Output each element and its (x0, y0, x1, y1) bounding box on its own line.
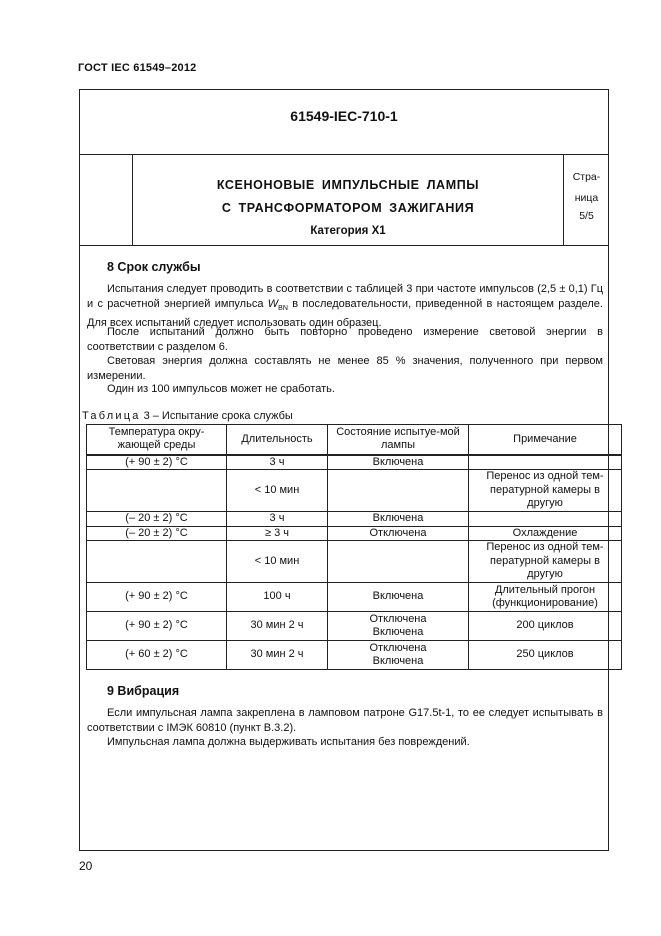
col-header-note: Примечание (469, 425, 622, 455)
table-row (87, 641, 622, 670)
page-number: 20 (79, 859, 93, 873)
cell-duration: < 10 мин (227, 470, 328, 512)
table-row (87, 512, 622, 527)
cell-note: 250 циклов (469, 641, 622, 670)
frame-divider-bottom (79, 245, 609, 246)
cell-lamp-state: Отключена (328, 526, 469, 541)
cell-note: Перенос из одной тем-пературной камеры в другую (469, 541, 622, 583)
cell-note: 200 циклов (469, 612, 622, 641)
cell-lamp-state (328, 470, 469, 512)
section-9-heading: 9 Вибрация (107, 684, 180, 698)
page-label-2: ница (574, 192, 599, 204)
cell-temperature: (– 20 ± 2) °С (87, 526, 227, 541)
cell-note: Охлаждение (469, 526, 622, 541)
section-8-paragraph-1: Испытания следует проводить в соответствии с таблицей 3 при частоте импульсов (2,5 ± 0,1) Гц и с расчетной энергией импульса $W_{BN}$ в последовательности, приведенной в настоящем разделе. Для всех испытаний следует использовать один образец. (87, 283, 603, 330)
section-8-paragraph-3: Световая энергия должна составлять не менее 85 % значения, полученного при первом измерении. (87, 355, 603, 382)
cell-duration: 3 ч (227, 455, 328, 470)
table-row (87, 612, 622, 641)
energy-subscript: BN (278, 305, 288, 313)
cell-duration: 100 ч (227, 583, 328, 612)
energy-variable: W (267, 298, 279, 310)
cell-temperature: (+ 60 ± 2) °С (87, 641, 227, 670)
cell-note: Перенос из одной тем-пературной камеры в другую (469, 470, 622, 512)
table-row (87, 526, 622, 541)
table-header-row (87, 425, 622, 455)
col-header-lamp-state: Состояние испытуе-мой лампы (328, 425, 469, 455)
table-row (87, 470, 622, 512)
cell-duration: 30 мин 2 ч (227, 641, 328, 670)
page-label-1: Стра- (572, 171, 601, 183)
cell-temperature (87, 470, 227, 512)
cell-note (469, 455, 622, 470)
section-8-paragraph-2: После испытаний должно быть повторно проведено измерение световой энергии в соответствии с разделом 6. (87, 326, 603, 353)
cell-temperature: (– 20 ± 2) °С (87, 512, 227, 527)
cell-note (469, 512, 622, 527)
cell-temperature: (+ 90 ± 2) °С (87, 455, 227, 470)
cell-note: Длительный прогон (функционирование) (469, 583, 622, 612)
cell-duration: < 10 мин (227, 541, 328, 583)
cell-lamp-state (328, 541, 469, 583)
cell-duration: 30 мин 2 ч (227, 612, 328, 641)
document-header: ГОСТ IEC 61549–2012 (78, 62, 197, 74)
page-value: 5/5 (579, 210, 594, 222)
cell-lamp-state: Отключена Включена (328, 641, 469, 670)
section-9-paragraph-1: Если импульсная лампа закреплена в ламповом патроне G17.5t-1, то ее следует испытывать в соответствии с IМЭК 60810 (пункт В.3.2). (87, 707, 603, 734)
cell-temperature: (+ 90 ± 2) °С (87, 583, 227, 612)
table-row (87, 455, 622, 470)
table-3-caption: Таблица 3 – Испытание срока службы (82, 410, 293, 422)
cell-lamp-state: Отключена Включена (328, 612, 469, 641)
col-header-duration: Длительность (227, 425, 328, 455)
sheet-title-line-2: С ТРАНСФОРМАТОРОМ ЗАЖИГАНИЯ (221, 201, 475, 215)
life-test-table (86, 424, 622, 670)
cell-temperature: (+ 90 ± 2) °С (87, 612, 227, 641)
table-row (87, 583, 622, 612)
cell-duration: 3 ч (227, 512, 328, 527)
cell-lamp-state: Включена (328, 512, 469, 527)
section-9-paragraph-2: Импульсная лампа должна выдерживать испытания без повреждений. (107, 736, 470, 748)
table-row (87, 541, 622, 583)
cell-temperature (87, 541, 227, 583)
sheet-category: Категория Х1 (310, 225, 386, 237)
col-header-temperature: Температура окру-жающей среды (87, 425, 227, 455)
sheet-title-line-1: КСЕНОНОВЫЕ ИМПУЛЬСНЫЕ ЛАМПЫ (216, 178, 480, 192)
cell-lamp-state: Включена (328, 583, 469, 612)
section-8-paragraph-4: Один из 100 импульсов может не сработать. (107, 383, 335, 395)
cell-lamp-state: Включена (328, 455, 469, 470)
cell-duration: ≥ 3 ч (227, 526, 328, 541)
frame-divider-top (79, 154, 609, 155)
sheet-code: 61549-IEC-710-1 (290, 108, 398, 124)
section-8-heading: 8 Срок службы (107, 260, 201, 274)
